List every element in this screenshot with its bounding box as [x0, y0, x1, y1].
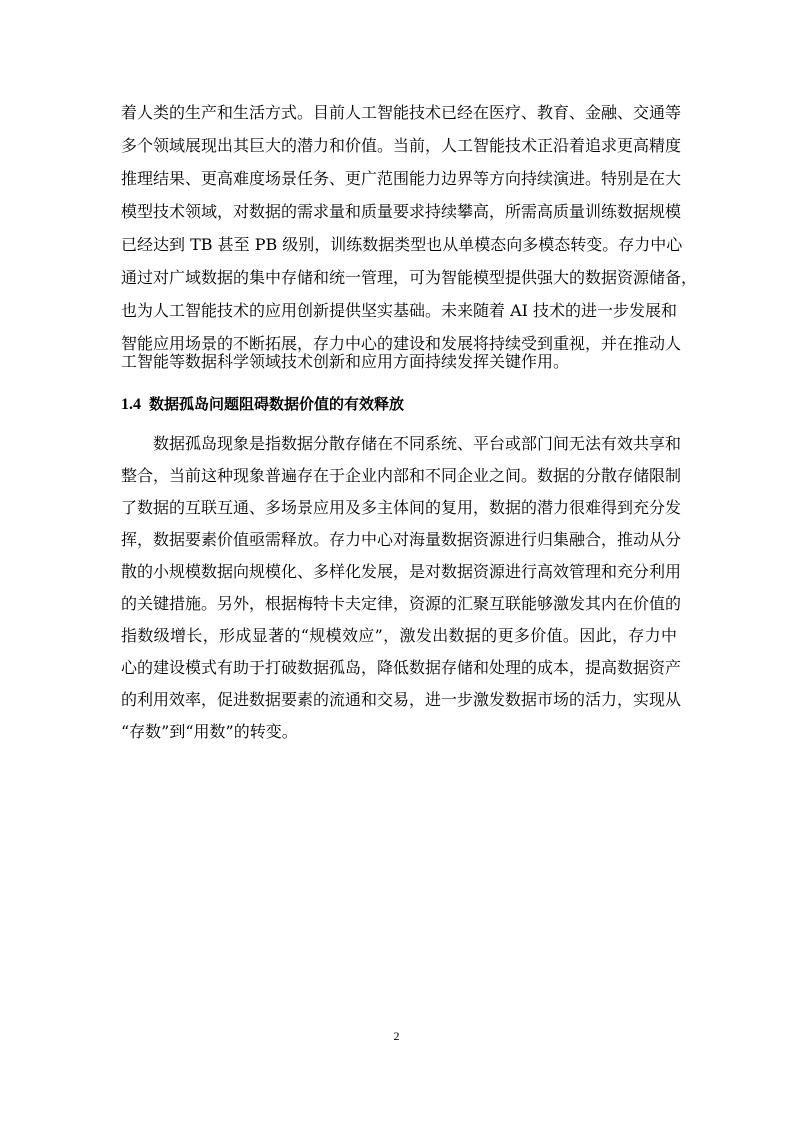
page-number: 2: [393, 1029, 400, 1043]
paragraph-line: 智能应用场景的不断拓展，存力中心的建设和发展将持续受到重视，并在推动人: [121, 334, 682, 353]
paragraph-line: 散的小规模数据向规模化、多样化发展，是对数据资源进行高效管理和充分利用: [121, 562, 682, 581]
paragraph-line: 挥，数据要素价值亟需释放。存力中心对海量数据资源进行归集融合，推动从分: [121, 530, 682, 549]
paragraph-line: 多个领域展现出其巨大的潜力和价值。当前，人工智能技术正沿着追求更高精度: [121, 136, 682, 155]
paragraph-line: 的关键措施。另外，根据梅特卡夫定律，资源的汇聚互联能够激发其内在价值的: [121, 594, 682, 613]
paragraph-line: 了数据的互联互通、多场景应用及多主体间的复用，数据的潜力很难得到充分发: [121, 498, 682, 517]
paragraph-line: 也为人工智能技术的应用创新提供坚实基础。未来随着 AI 技术的进一步发展和: [121, 301, 678, 320]
section-heading: [121, 388, 404, 421]
paragraph-line: 指数级增长，形成显著的“规模效应”，激发出数据的更多价值。因此，存力中: [121, 626, 677, 645]
paragraph-line: 工智能等数据科学领域技术创新和应用方面持续发挥关键作用。: [121, 352, 570, 371]
paragraph-line: 的利用效率，促进数据要素的流通和交易，进一步激发数据市场的活力，实现从: [121, 690, 682, 709]
paragraph-line: 着人类的生产和生活方式。目前人工智能技术已经在医疗、教育、金融、交通等: [121, 103, 682, 122]
paragraph-line: 心的建设模式有助于打破数据孤岛，降低数据存储和处理的成本，提高数据资产: [121, 658, 682, 677]
section-number: 1.4: [121, 396, 141, 413]
paragraph-line: 整合，当前这种现象普遍存在于企业内部和不同企业之间。数据的分散存储限制: [121, 466, 682, 485]
paragraph-line: 模型技术领域，对数据的需求量和质量要求持续攀高，所需高质量训练数据规模: [121, 202, 682, 221]
paragraph-line: 推理结果、更高难度场景任务、更广范围能力边界等方向持续演进。特别是在大: [121, 169, 682, 188]
section-title: 数据孤岛问题阻碍数据价值的有效释放: [149, 395, 405, 413]
paragraph-line: 通过对广域数据的集中存储和统一管理，可为智能模型提供强大的数据资源储备，: [121, 268, 698, 287]
paragraph-line: 已经达到 TB 甚至 PB 级别，训练数据类型也从单模态向多模态转变。存力中心: [121, 235, 683, 254]
paragraph-line: 数据孤岛现象是指数据分散存储在不同系统、平台或部门间无法有效共享和: [153, 434, 682, 453]
paragraph-line: “存数”到“用数”的转变。: [121, 722, 298, 741]
